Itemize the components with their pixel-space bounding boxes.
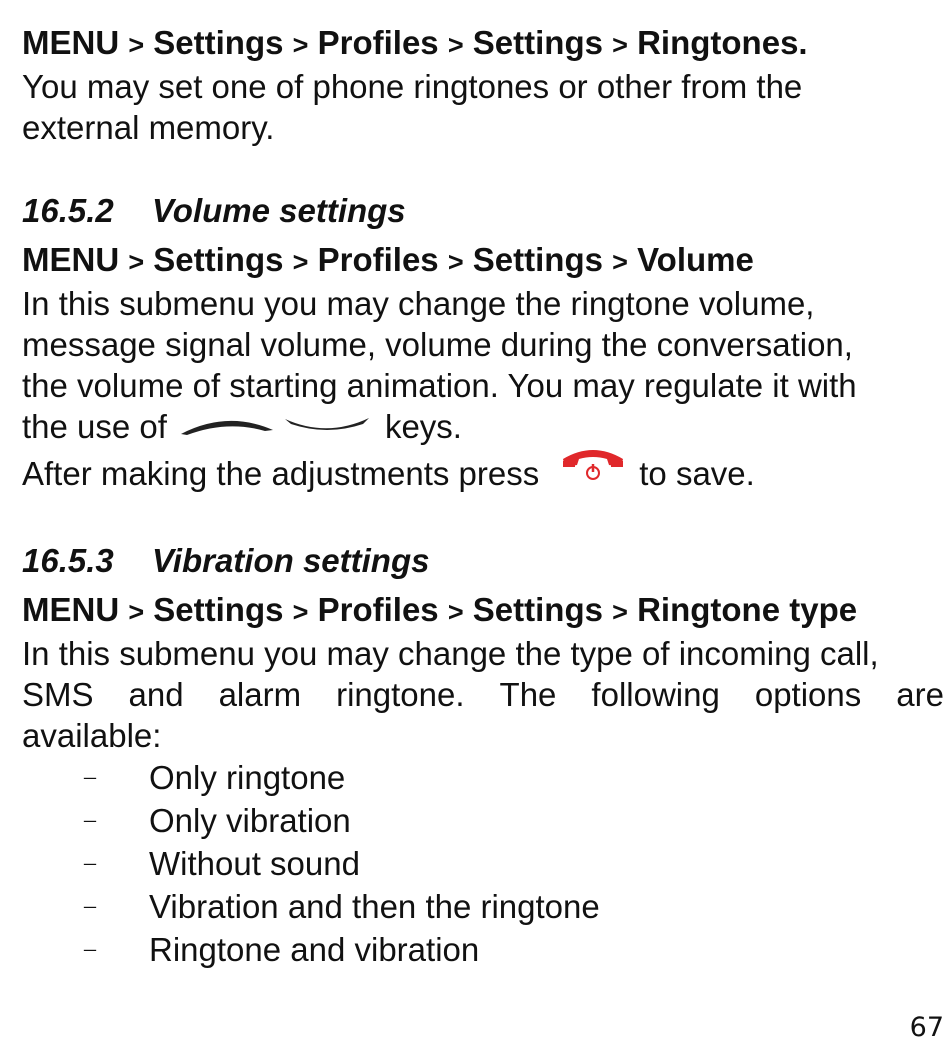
list-item-text: Only ringtone [149,759,346,796]
path-separator: > [128,247,145,277]
list-item [22,928,944,971]
down-arrow-key-icon [283,416,371,438]
path-separator: > [447,30,464,60]
path-separator: > [292,247,309,277]
bullet-dash: – [84,850,96,876]
word: and [128,676,184,713]
path-segment: MENU [22,241,120,278]
section-spacer [22,148,944,190]
list-item-text: Without sound [149,845,360,882]
path-segment: Profiles [317,24,439,61]
path-segment: Settings [153,24,284,61]
path-separator: > [612,30,628,60]
volume-body-line: In this submenu you may change the ringtone volume, [22,285,815,322]
section-number: 16.5.3 [22,542,114,579]
path-segment: Volume [637,241,754,278]
path-segment: Ringtone type [637,591,858,628]
vibration-body-justified-line [22,674,944,715]
vibration-body-line: available: [22,717,162,754]
path-separator: > [292,597,309,627]
volume-save-line [22,445,944,502]
path-segment: Settings [153,591,284,628]
path-segment: Settings [153,241,284,278]
up-arrow-key-icon [179,416,275,438]
word: SMS [22,676,94,713]
volume-body-line: message signal volume, volume during the conversation, [22,326,853,363]
vibration-settings-heading [22,540,944,581]
list-item-text: Vibration and then the ringtone [149,888,600,925]
end-call-key-icon [559,445,627,502]
word: are [896,676,944,713]
path-segment: Settings [472,24,603,61]
ringtones-body-line: external memory. [22,109,275,146]
path-segment: Settings [472,241,603,278]
path-separator: > [128,597,145,627]
bullet-dash: – [84,893,96,919]
path-segment: Ringtones. [637,24,808,61]
path-segment: Profiles [317,591,439,628]
list-item [22,756,944,799]
path-segment: MENU [22,591,120,628]
section-title: Vibration settings [152,542,430,579]
list-item-text: Ringtone and vibration [149,931,480,968]
section-spacer [22,502,944,540]
save-prefix: After making the adjustments press [22,454,540,492]
page-number: 67 [909,1012,944,1043]
keys-suffix: keys. [384,408,462,445]
path-segment: Profiles [317,241,439,278]
word: following [591,676,720,713]
ringtones-menu-path [22,22,944,66]
volume-body-line: the volume of starting animation. You may regulate it with [22,367,857,404]
path-separator: > [447,247,464,277]
section-number: 16.5.2 [22,192,114,229]
path-separator: > [612,247,628,277]
section-title: Volume settings [152,192,406,229]
volume-settings-heading [22,190,944,231]
path-segment: MENU [22,24,120,61]
path-separator: > [292,30,309,60]
volume-keys-line [22,406,944,447]
list-item [22,842,944,885]
save-suffix: to save. [639,454,755,492]
list-item [22,885,944,928]
path-separator: > [612,597,628,627]
vibration-menu-path [22,589,944,633]
word: ringtone. [336,676,465,713]
ringtone-type-options-list [22,756,944,971]
list-item [22,799,944,842]
path-separator: > [447,597,464,627]
path-segment: Settings [472,591,603,628]
ringtones-body-line: You may set one of phone ringtones or other from the [22,68,803,105]
word: alarm [218,676,302,713]
volume-menu-path [22,239,944,283]
bullet-dash: – [84,936,96,962]
word: The [499,676,557,713]
bullet-dash: – [84,807,96,833]
document-page [22,22,944,971]
keys-prefix: the use of [22,408,167,445]
list-item-text: Only vibration [149,802,351,839]
word: options [754,676,862,713]
vibration-body-line: In this submenu you may change the type of incoming call, [22,635,879,672]
path-separator: > [128,30,145,60]
bullet-dash: – [84,764,96,790]
